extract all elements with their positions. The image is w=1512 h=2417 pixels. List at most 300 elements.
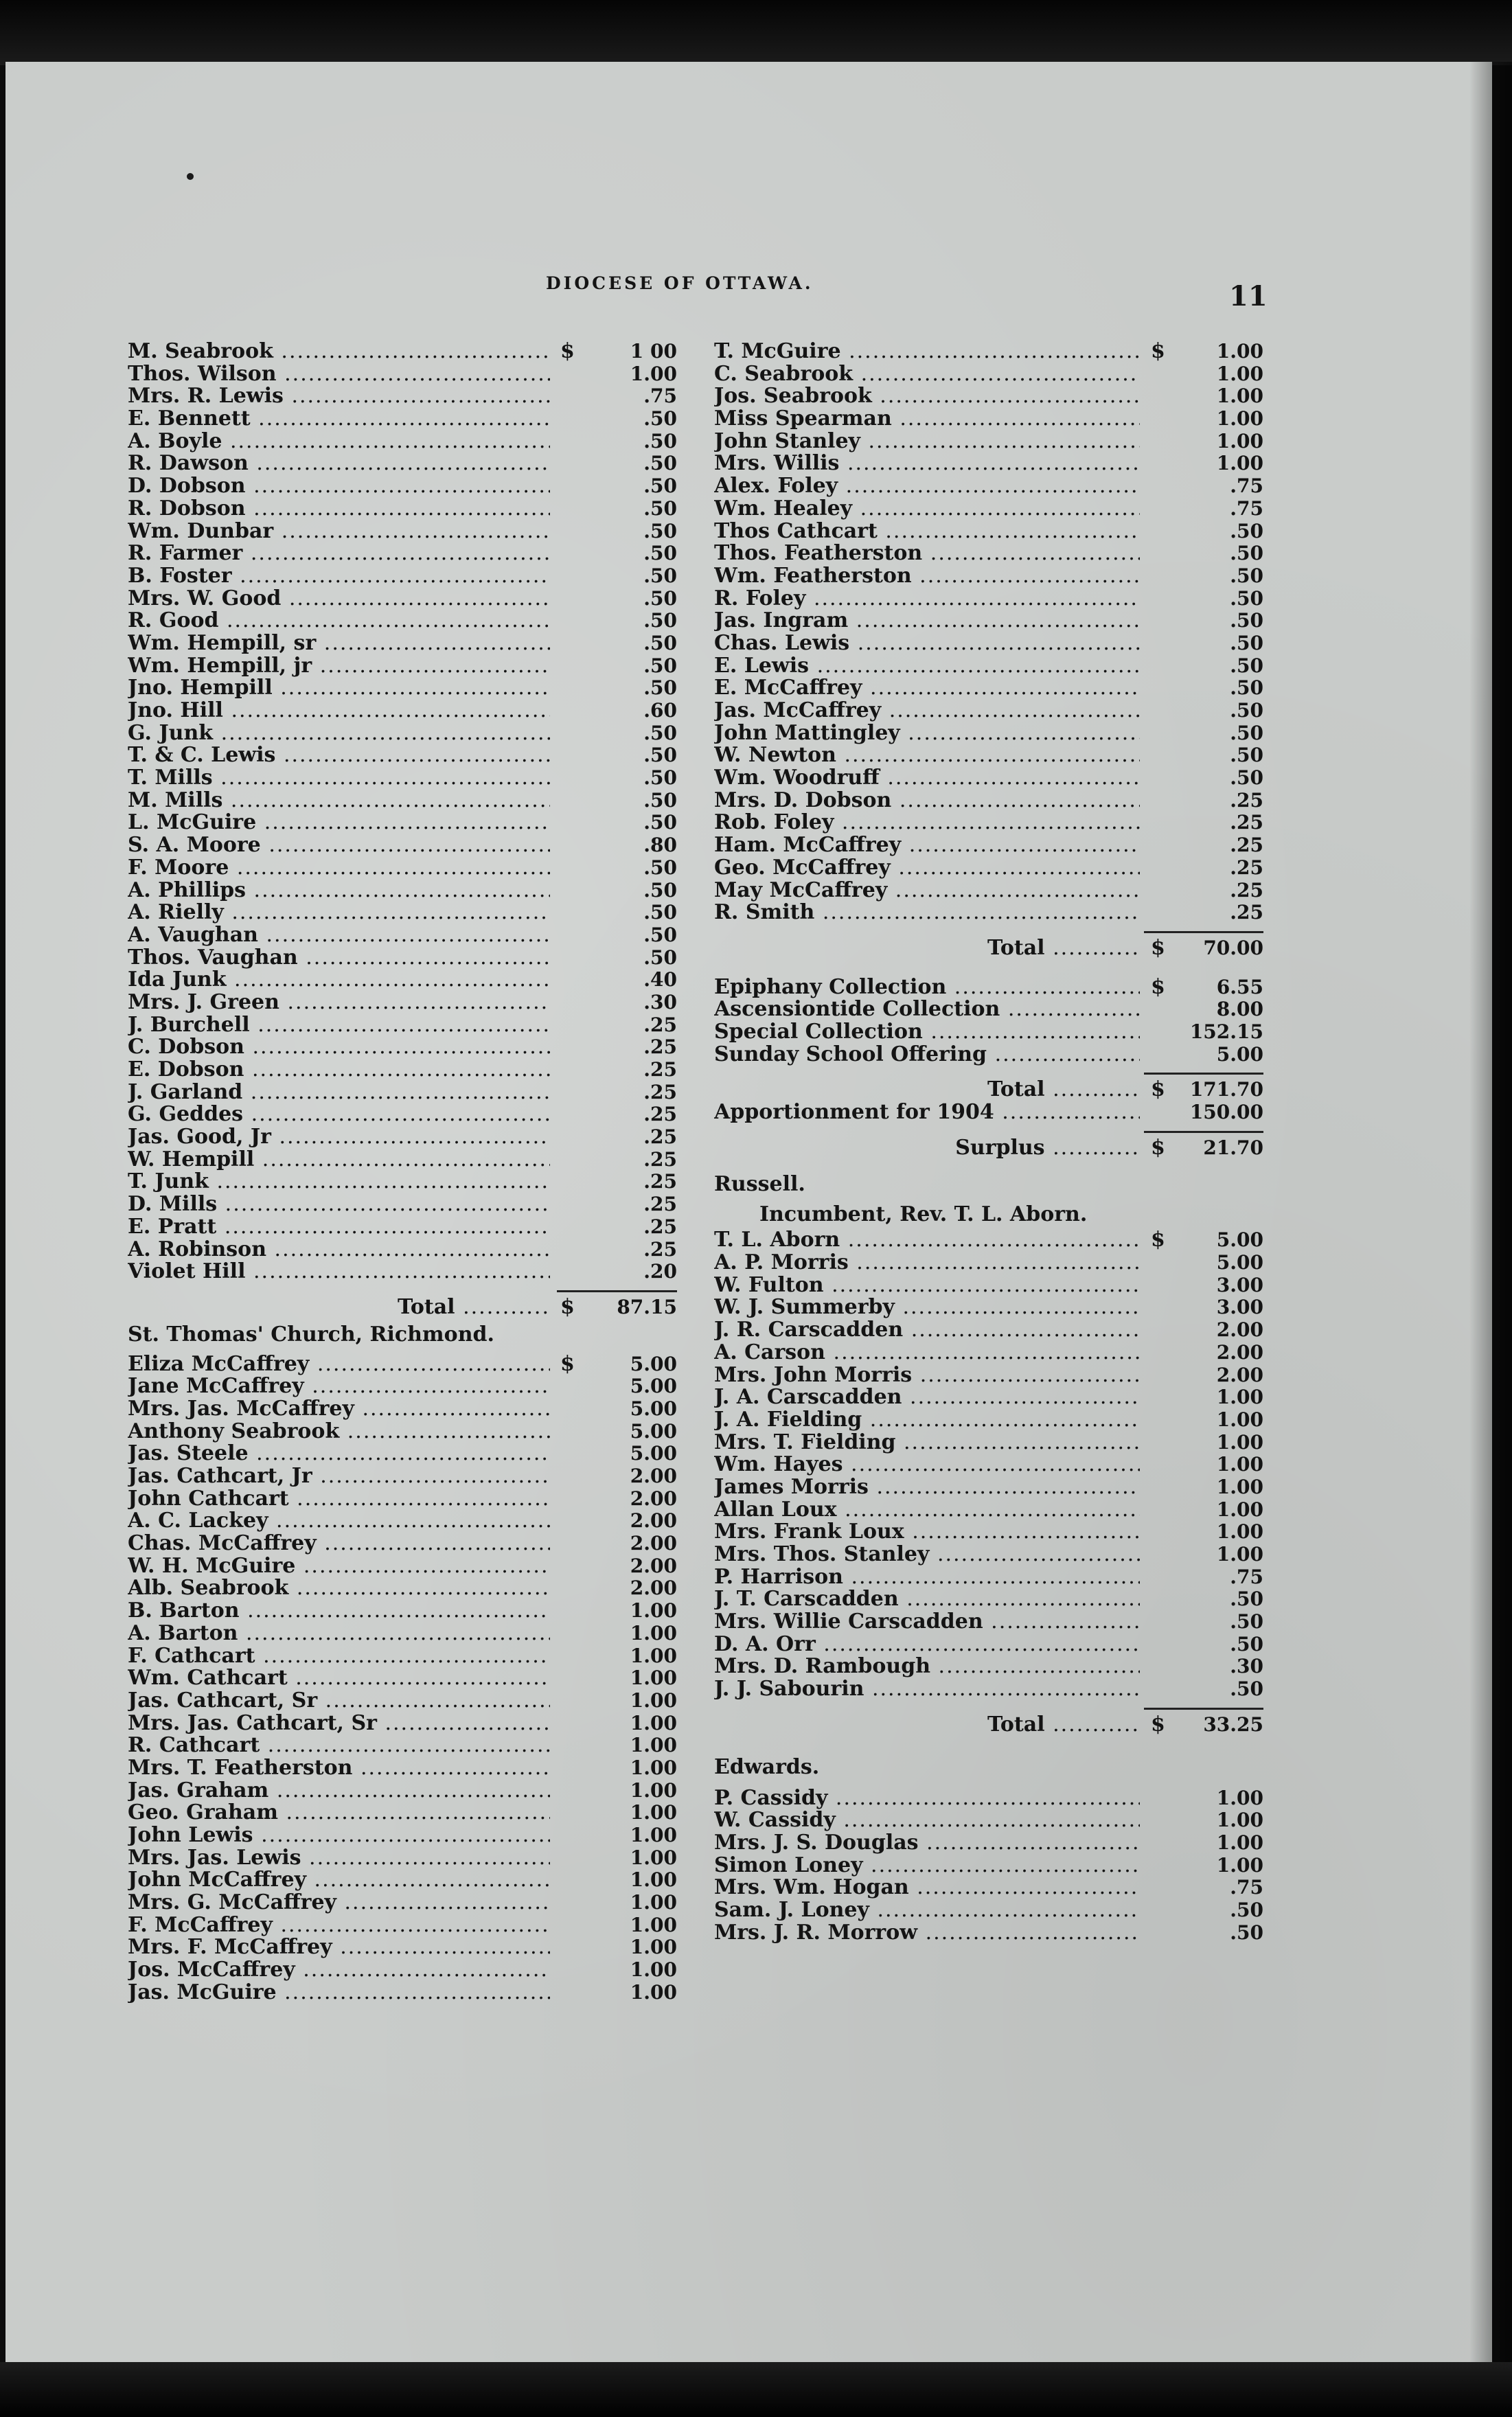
amount: 1.00	[1216, 1475, 1263, 1498]
contributor-name: Mrs. D. Dobson .....	[714, 790, 1140, 812]
amount: 5.00	[630, 1442, 677, 1465]
contributor-name: Wm. Cathcart .....	[128, 1667, 550, 1690]
amount: 1.00	[630, 1936, 677, 1959]
contributor-name: J. A. Fielding .....	[714, 1409, 1140, 1432]
amount: .50	[643, 519, 677, 542]
amount: 3.00	[1216, 1296, 1263, 1319]
ledger-row	[714, 385, 1263, 408]
ledger-row	[128, 1421, 677, 1443]
contributor-name: Jos. Seabrook .....	[714, 385, 1140, 408]
ledger-row	[128, 1443, 677, 1465]
amount: 5.00	[630, 1397, 677, 1420]
amount: 1.00	[630, 1756, 677, 1779]
contributor-name: R. Cathcart .....	[128, 1734, 550, 1757]
contributor-name: R. Foley .....	[714, 588, 1140, 610]
amount: .60	[643, 699, 677, 722]
ledger-row	[714, 700, 1263, 722]
ledger-row	[714, 1521, 1263, 1544]
ledger-row	[128, 857, 677, 880]
dollar-sign: $	[560, 1294, 575, 1319]
ledger-row	[128, 1488, 677, 1511]
contributor-name: R. Dawson .....	[128, 453, 550, 475]
ledger-row	[128, 880, 677, 902]
ledger-row	[714, 1364, 1263, 1387]
contributor-name: R. Farmer .....	[128, 542, 550, 565]
amount: .75	[1230, 496, 1263, 520]
contributor-name: P. Harrison .....	[714, 1566, 1140, 1589]
amount: .50	[643, 407, 677, 431]
contributor-name: A. Robinson .....	[128, 1239, 550, 1261]
contributor-name: Chas. McCaffrey .....	[128, 1533, 550, 1555]
ledger-row	[128, 1171, 677, 1193]
ledger-row	[128, 1712, 677, 1735]
ledger-row	[714, 1021, 1263, 1044]
contributor-name: E. Bennett .....	[128, 408, 550, 431]
amount: .25	[643, 1080, 677, 1103]
ledger-row	[714, 1588, 1263, 1611]
amount: 1.00	[1216, 452, 1263, 475]
contributor-name: J. R. Carscadden .....	[714, 1319, 1140, 1342]
amount: 33.25	[1203, 1712, 1263, 1736]
ledger-row	[714, 475, 1263, 498]
ledger-row	[714, 408, 1263, 431]
amount: .50	[643, 788, 677, 812]
ledger-row	[714, 902, 1263, 924]
ledger-row	[128, 1059, 677, 1081]
ledger-row	[128, 1555, 677, 1578]
ledger-row	[128, 385, 677, 408]
contributor-name: John McCaffrey .....	[128, 1869, 550, 1892]
amount: .25	[1230, 788, 1263, 812]
ledger-row	[714, 1386, 1263, 1409]
spacer	[714, 1737, 1263, 1752]
amount: .25	[1230, 834, 1263, 857]
amount: .50	[1230, 1588, 1263, 1611]
ledger-row	[714, 857, 1263, 880]
amount: 1.00	[1216, 1386, 1263, 1409]
contributor-name: J. Garland .....	[128, 1081, 550, 1104]
total-row	[714, 1137, 1263, 1160]
amount: .25	[1230, 811, 1263, 834]
ledger-row	[714, 1809, 1263, 1832]
contributor-name: T. Junk .....	[128, 1171, 550, 1193]
spacer	[714, 960, 1263, 976]
ledger-row	[714, 1634, 1263, 1656]
amount: .75	[1230, 1565, 1263, 1588]
amount: .50	[643, 631, 677, 654]
amount: 1 00	[630, 340, 677, 363]
amount: 1.00	[1216, 1498, 1263, 1521]
ledger-row	[128, 1982, 677, 2004]
contributor-name: E. Pratt .....	[128, 1216, 550, 1239]
amount: .50	[643, 946, 677, 969]
total-row	[128, 1296, 677, 1319]
contributor-name: W. Hempill .....	[128, 1149, 550, 1171]
contributor-name: D. Mills .....	[128, 1193, 550, 1216]
contributor-name: J. A. Carscadden .....	[714, 1386, 1140, 1409]
ledger-row	[714, 1432, 1263, 1454]
contributor-name: Mrs. D. Rambough .....	[714, 1656, 1140, 1678]
contributor-name: Mrs. J. R. Morrow .....	[714, 1922, 1140, 1945]
ledger-row	[128, 1353, 677, 1376]
amount: .50	[643, 474, 677, 498]
ledger-row	[128, 610, 677, 632]
contributor-name: Sam. J. Loney .....	[714, 1899, 1140, 1922]
amount: .50	[1230, 631, 1263, 654]
ledger-row	[714, 1855, 1263, 1877]
contributor-name: Simon Loney .....	[714, 1855, 1140, 1877]
amount: 1.00	[630, 1778, 677, 1802]
ledger-row	[714, 498, 1263, 520]
contributor-name: James Morris .....	[714, 1476, 1140, 1499]
contributor-name: Mrs. T. Featherston .....	[128, 1757, 550, 1780]
ledger-row	[714, 1274, 1263, 1297]
page-header: DIOCESE OF OTTAWA.	[546, 273, 814, 293]
ledger-row	[128, 1103, 677, 1126]
ledger-row	[128, 453, 677, 475]
dollar-sign: $	[560, 1351, 575, 1376]
amount: .25	[643, 1103, 677, 1126]
ledger-row	[128, 498, 677, 520]
amount: 1.00	[1216, 385, 1263, 408]
contributor-name: B. Barton .....	[128, 1600, 550, 1623]
amount: 1.00	[630, 1824, 677, 1846]
contributor-name: Wm. Hempill, sr .....	[128, 632, 550, 655]
amount: 152.15	[1189, 1020, 1263, 1043]
contributor-name: John Stanley .....	[714, 431, 1140, 453]
ledger-row	[714, 1566, 1263, 1589]
amount: 1.00	[1216, 407, 1263, 431]
amount: 2.00	[1216, 1318, 1263, 1342]
contributor-name: Wm. Woodruff .....	[714, 767, 1140, 790]
contributor-name: R. Dobson .....	[128, 498, 550, 520]
ledger-row	[714, 1319, 1263, 1342]
ledger-row	[714, 1877, 1263, 1899]
amount: 3.00	[1216, 1273, 1263, 1296]
amount: 1.00	[1216, 1520, 1263, 1544]
dollar-sign: $	[560, 339, 575, 363]
ledger-row	[128, 632, 677, 655]
amount: .50	[643, 452, 677, 475]
ledger-row	[128, 1533, 677, 1555]
contributor-name: May McCaffrey .....	[714, 880, 1140, 902]
contributor-name: John Cathcart .....	[128, 1488, 550, 1511]
contributor-name: W. Newton .....	[714, 744, 1140, 767]
amount: 1.00	[1216, 1853, 1263, 1877]
amount: 1.00	[630, 1688, 677, 1712]
ledger-row	[128, 1623, 677, 1645]
total-label: Total .....	[714, 1079, 1140, 1101]
amount: .50	[643, 766, 677, 790]
amount: 1.00	[630, 1666, 677, 1690]
ledger-row	[128, 588, 677, 610]
amount: .50	[1230, 542, 1263, 565]
amount: 1.00	[1216, 1809, 1263, 1832]
ledger-row	[714, 341, 1263, 363]
ledger-row	[128, 902, 677, 924]
left-column	[128, 341, 677, 2004]
amount: .25	[643, 1193, 677, 1216]
amount: 1.00	[630, 1621, 677, 1645]
total-row	[714, 1079, 1263, 1101]
incumbent-line: Incumbent, Rev. T. L. Aborn.	[759, 1202, 1088, 1227]
ledger-row	[714, 1342, 1263, 1364]
contributor-name: Mrs. J. S. Douglas .....	[714, 1832, 1140, 1855]
contributor-name: Mrs. T. Fielding .....	[714, 1432, 1140, 1454]
section-title: Edwards.	[714, 1754, 820, 1779]
contributor-name: L. McGuire .....	[128, 812, 550, 834]
contributor-name: Thos. Vaughan .....	[128, 947, 550, 970]
contributor-name: E. Lewis .....	[714, 655, 1140, 678]
section-title: St. Thomas' Church, Richmond.	[128, 1322, 494, 1347]
contributor-name: Mrs. Willie Carscadden .....	[714, 1611, 1140, 1634]
ledger-row	[714, 1832, 1263, 1855]
contributor-name: W. H. McGuire .....	[128, 1555, 550, 1578]
ledger-row	[128, 1802, 677, 1824]
contributor-name: W. J. Summerby .....	[714, 1296, 1140, 1319]
contributor-name: Eliza McCaffrey .....	[128, 1353, 550, 1376]
amount: .50	[1230, 654, 1263, 677]
total-row	[714, 1714, 1263, 1737]
amount: 1.00	[630, 1711, 677, 1734]
contributor-name: Jos. McCaffrey .....	[128, 1959, 550, 1982]
contributor-name: Mrs. Willis .....	[714, 453, 1140, 475]
contributor-name: S. A. Moore .....	[128, 834, 550, 857]
ledger-row	[714, 1252, 1263, 1274]
amount: .25	[643, 1035, 677, 1059]
ledger-row	[128, 744, 677, 767]
amount: 6.55	[1216, 975, 1263, 998]
contributor-name: A. Carson .....	[714, 1342, 1140, 1364]
amount: .30	[1230, 1655, 1263, 1678]
contributor-name: A. Vaughan .....	[128, 924, 550, 947]
contributor-name: Thos. Wilson .....	[128, 363, 550, 386]
amount: 1.00	[1216, 1453, 1263, 1476]
contributor-name: Chas. Lewis .....	[714, 632, 1140, 655]
ledger-row	[128, 1375, 677, 1398]
ledger-row	[714, 542, 1263, 565]
amount: .25	[643, 1215, 677, 1238]
contributor-name: Mrs. F. McCaffrey .....	[128, 1936, 550, 1959]
amount: .50	[1230, 609, 1263, 632]
contributor-name: M. Seabrook .....	[128, 341, 550, 363]
amount: .50	[643, 542, 677, 565]
ledger-row	[128, 790, 677, 812]
ledger-row	[714, 812, 1263, 834]
ledger-row	[128, 969, 677, 992]
contributor-name: Ham. McCaffrey .....	[714, 834, 1140, 857]
contributor-name: A. Boyle .....	[128, 431, 550, 453]
page-number: 11	[1229, 280, 1268, 312]
ledger-row	[128, 1239, 677, 1261]
ledger-row	[714, 1409, 1263, 1432]
total-label: Surplus .....	[714, 1137, 1140, 1160]
amount: 21.70	[1203, 1136, 1263, 1159]
amount: .50	[643, 721, 677, 744]
ledger-row	[128, 1081, 677, 1104]
amount: .75	[643, 385, 677, 408]
amount: 87.15	[617, 1295, 677, 1318]
amount: 1.00	[630, 1846, 677, 1869]
amount: .50	[643, 496, 677, 520]
ledger-row	[714, 790, 1263, 812]
amount: 1.00	[630, 1980, 677, 2004]
amount: .50	[643, 654, 677, 677]
contributor-name: Anthony Seabrook .....	[128, 1421, 550, 1443]
amount: 1.00	[630, 1801, 677, 1824]
contributor-name: Wm. Featherston .....	[714, 565, 1140, 588]
contributor-name: C. Dobson .....	[128, 1036, 550, 1059]
ledger-row	[714, 1678, 1263, 1701]
ledger-row	[128, 1126, 677, 1149]
amount: .50	[643, 878, 677, 902]
contributor-name: Mrs. Jas. Lewis .....	[128, 1847, 550, 1870]
contributor-name: J. T. Carscadden .....	[714, 1588, 1140, 1611]
ledger-row	[128, 1600, 677, 1623]
amount: .50	[643, 856, 677, 879]
contributor-name: Wm. Hayes .....	[714, 1454, 1140, 1476]
ledger-row	[128, 677, 677, 700]
ledger-row	[714, 976, 1263, 999]
ledger-row	[714, 1544, 1263, 1566]
ledger-row	[714, 1611, 1263, 1634]
contributor-name: A. C. Lackey .....	[128, 1510, 550, 1533]
ledger-row	[128, 1936, 677, 1959]
ledger-row	[128, 565, 677, 588]
ledger-row	[128, 992, 677, 1014]
scan-bottom-border	[0, 2362, 1512, 2417]
amount: .50	[643, 923, 677, 946]
contributor-name: Thos Cathcart .....	[714, 520, 1140, 543]
amount: 2.00	[630, 1532, 677, 1555]
contributor-name: R. Smith .....	[714, 902, 1140, 924]
amount: 2.00	[1216, 1340, 1263, 1364]
ledger-row	[714, 632, 1263, 655]
amount: 2.00	[630, 1509, 677, 1533]
contributor-name: T. McGuire .....	[714, 341, 1140, 363]
ledger-row	[714, 453, 1263, 475]
ledger-row	[128, 1014, 677, 1037]
ledger-row	[128, 1261, 677, 1283]
page-edge-shadow	[1469, 62, 1512, 2369]
ledger-row	[128, 1577, 677, 1600]
amount: .25	[643, 1125, 677, 1149]
ledger-row	[128, 475, 677, 498]
contributor-name: Rob. Foley .....	[714, 812, 1140, 834]
dollar-sign: $	[1151, 1712, 1165, 1737]
contributor-name: G. Junk .....	[128, 722, 550, 745]
ledger-row	[128, 1216, 677, 1239]
contributor-name: Jno. Hill .....	[128, 700, 550, 722]
ledger-row	[128, 1690, 677, 1712]
amount: .25	[643, 1237, 677, 1261]
amount: .20	[643, 1260, 677, 1283]
contributor-name: Mrs. J. Green .....	[128, 992, 550, 1014]
contributor-name: C. Seabrook .....	[714, 363, 1140, 386]
ledger-row	[128, 1959, 677, 1982]
ledger-row	[128, 1892, 677, 1914]
total-rule	[1144, 931, 1263, 933]
contributor-name: T. Mills .....	[128, 767, 550, 790]
ledger-row	[714, 1044, 1263, 1066]
ledger-row	[128, 542, 677, 565]
contributor-name: W. Cassidy .....	[714, 1809, 1140, 1832]
contributor-name: Jas. Steele .....	[128, 1443, 550, 1465]
contributor-name: Special Collection .....	[714, 1021, 1140, 1044]
amount: .50	[1230, 519, 1263, 542]
ledger-row	[128, 1465, 677, 1488]
ledger-row	[714, 1296, 1263, 1319]
amount: .50	[643, 564, 677, 587]
contributor-name: J. Burchell .....	[128, 1014, 550, 1037]
amount: .50	[1230, 676, 1263, 700]
total-rule	[1144, 1708, 1263, 1710]
contributor-name: F. McCaffrey .....	[128, 1914, 550, 1937]
amount: 1.00	[1216, 429, 1263, 453]
total-rule	[1144, 1131, 1263, 1133]
ledger-row	[714, 767, 1263, 790]
ledger-row	[128, 1645, 677, 1668]
amount: 1.00	[1216, 340, 1263, 363]
dollar-sign: $	[1151, 1135, 1165, 1160]
contributor-name: Miss Spearman .....	[714, 408, 1140, 431]
ledger-row	[128, 431, 677, 453]
amount: 70.00	[1203, 936, 1263, 959]
amount: .50	[643, 676, 677, 700]
contributor-name: Alex. Foley .....	[714, 475, 1140, 498]
amount: .50	[643, 429, 677, 453]
contributor-name: T. L. Aborn .....	[714, 1229, 1140, 1252]
amount: .75	[1230, 1876, 1263, 1899]
contributor-name: Alb. Seabrook .....	[128, 1577, 550, 1600]
ledger-row	[714, 1101, 1263, 1124]
ledger-row	[714, 565, 1263, 588]
contributor-name: Violet Hill .....	[128, 1261, 550, 1283]
ledger-row	[128, 1757, 677, 1780]
amount: .25	[643, 1147, 677, 1171]
ledger-row	[128, 812, 677, 834]
amount: .50	[1230, 564, 1263, 587]
contributor-name: A. Phillips .....	[128, 880, 550, 902]
spacer	[714, 1159, 1263, 1169]
ledger-row	[128, 947, 677, 970]
contributor-name: Jas. McCaffrey .....	[714, 700, 1140, 722]
contributor-name: E. McCaffrey .....	[714, 677, 1140, 700]
amount: 2.00	[630, 1487, 677, 1510]
amount: 1.00	[630, 1891, 677, 1914]
contributor-name: Mrs. R. Lewis .....	[128, 385, 550, 408]
amount: 1.00	[630, 1734, 677, 1757]
ledger-row	[714, 1476, 1263, 1499]
contributor-name: Ascensiontide Collection .....	[714, 998, 1140, 1021]
contributor-name: M. Mills .....	[128, 790, 550, 812]
contributor-name: Jas. Good, Jr .....	[128, 1126, 550, 1149]
ledger-row	[128, 363, 677, 386]
ledger-row	[714, 1656, 1263, 1678]
ledger-row	[128, 1398, 677, 1421]
contributor-name: Mrs. Thos. Stanley .....	[714, 1544, 1140, 1566]
contributor-name: Wm. Healey .....	[714, 498, 1140, 520]
amount: .75	[1230, 474, 1263, 498]
contributor-name: F. Cathcart .....	[128, 1645, 550, 1668]
right-column	[714, 341, 1263, 1944]
ledger-row	[714, 1787, 1263, 1810]
amount: .25	[643, 1013, 677, 1036]
contributor-name: Mrs. John Morris .....	[714, 1364, 1140, 1387]
amount: .50	[1230, 766, 1263, 790]
ledger-row	[714, 1899, 1263, 1922]
contributor-name: Mrs. Wm. Hogan .....	[714, 1877, 1140, 1899]
